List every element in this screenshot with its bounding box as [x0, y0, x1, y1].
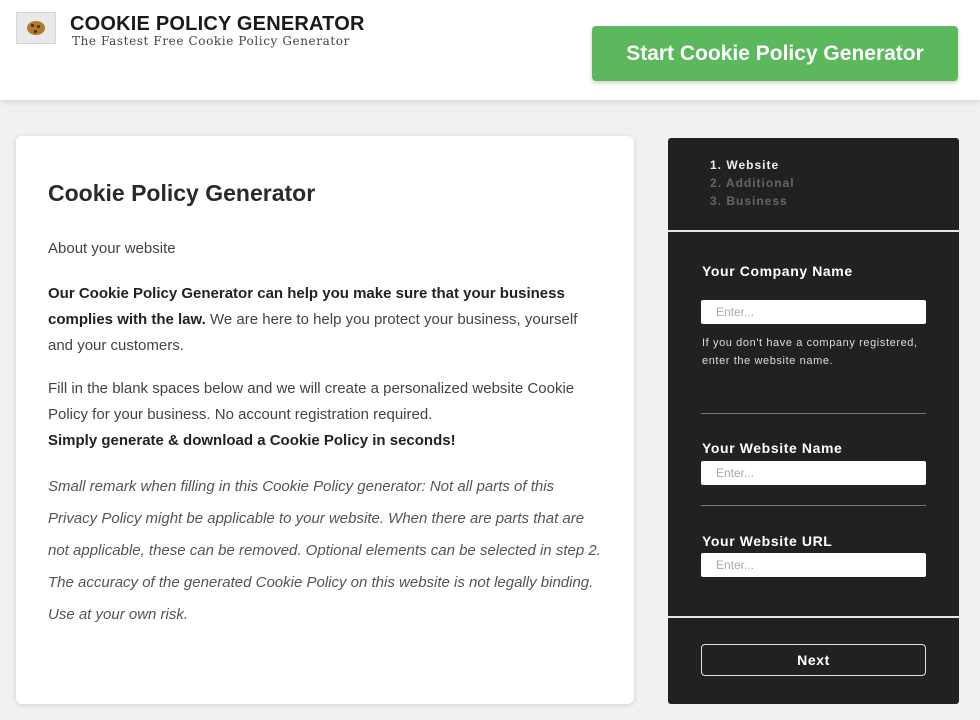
start-generator-button[interactable]: Start Cookie Policy Generator: [592, 26, 958, 81]
field-divider: [701, 505, 926, 506]
website-url-input[interactable]: [701, 553, 926, 577]
field-divider: [701, 413, 926, 414]
instructions-text: Fill in the blank spaces below and we will create a personalized website Cookie Policy for your business. No account registration required.: [48, 380, 575, 423]
step-item-website: 1. Website: [710, 158, 780, 172]
remark-paragraph: Small remark when filling in this Cookie Policy generator: Not all parts of this Privacy Policy might be applicable to your website. When there are parts that are not applicable, these can be removed. Optional elements can be selected in step 2. The accuracy of the generated Cookie Policy on this website is not legally binding. Use at your own risk.: [48, 478, 601, 623]
next-button[interactable]: Next: [701, 644, 926, 676]
brand-subtitle: The Fastest Free Cookie Policy Generator: [72, 34, 350, 48]
steps-divider: [668, 230, 959, 232]
intro-rest-text: We are here to help you protect your business, yourself and your customers.: [48, 311, 578, 354]
instructions-paragraph: [48, 376, 602, 454]
page-title: Cookie Policy Generator: [48, 180, 316, 206]
intro-bold-text: Our Cookie Policy Generator can help you make sure that your business complies with the law.: [48, 285, 565, 328]
step-list: [710, 156, 795, 210]
instructions-bold-text: Simply generate & download a Cookie Policy in seconds!: [48, 432, 456, 449]
about-subtitle: About your website: [48, 240, 176, 257]
website-url-label: Your Website URL: [702, 533, 833, 549]
step-item-additional: 2. Additional: [710, 176, 795, 190]
form-divider: [668, 616, 959, 618]
step-item-business: 3. Business: [710, 194, 788, 208]
website-name-label: Your Website Name: [702, 440, 843, 456]
generator-sidebar: [668, 138, 959, 704]
site-header: [0, 0, 980, 100]
company-name-hint: If you don't have a company registered, enter the website name.: [702, 337, 918, 367]
company-name-input[interactable]: [701, 300, 926, 324]
website-name-input[interactable]: [701, 461, 926, 485]
intro-card: [16, 136, 634, 704]
cookie-logo-icon[interactable]: [16, 12, 56, 44]
brand-title[interactable]: COOKIE POLICY GENERATOR: [70, 13, 365, 35]
intro-paragraph: [48, 281, 602, 359]
cookie-icon: [27, 21, 45, 35]
company-name-label: Your Company Name: [702, 263, 853, 279]
